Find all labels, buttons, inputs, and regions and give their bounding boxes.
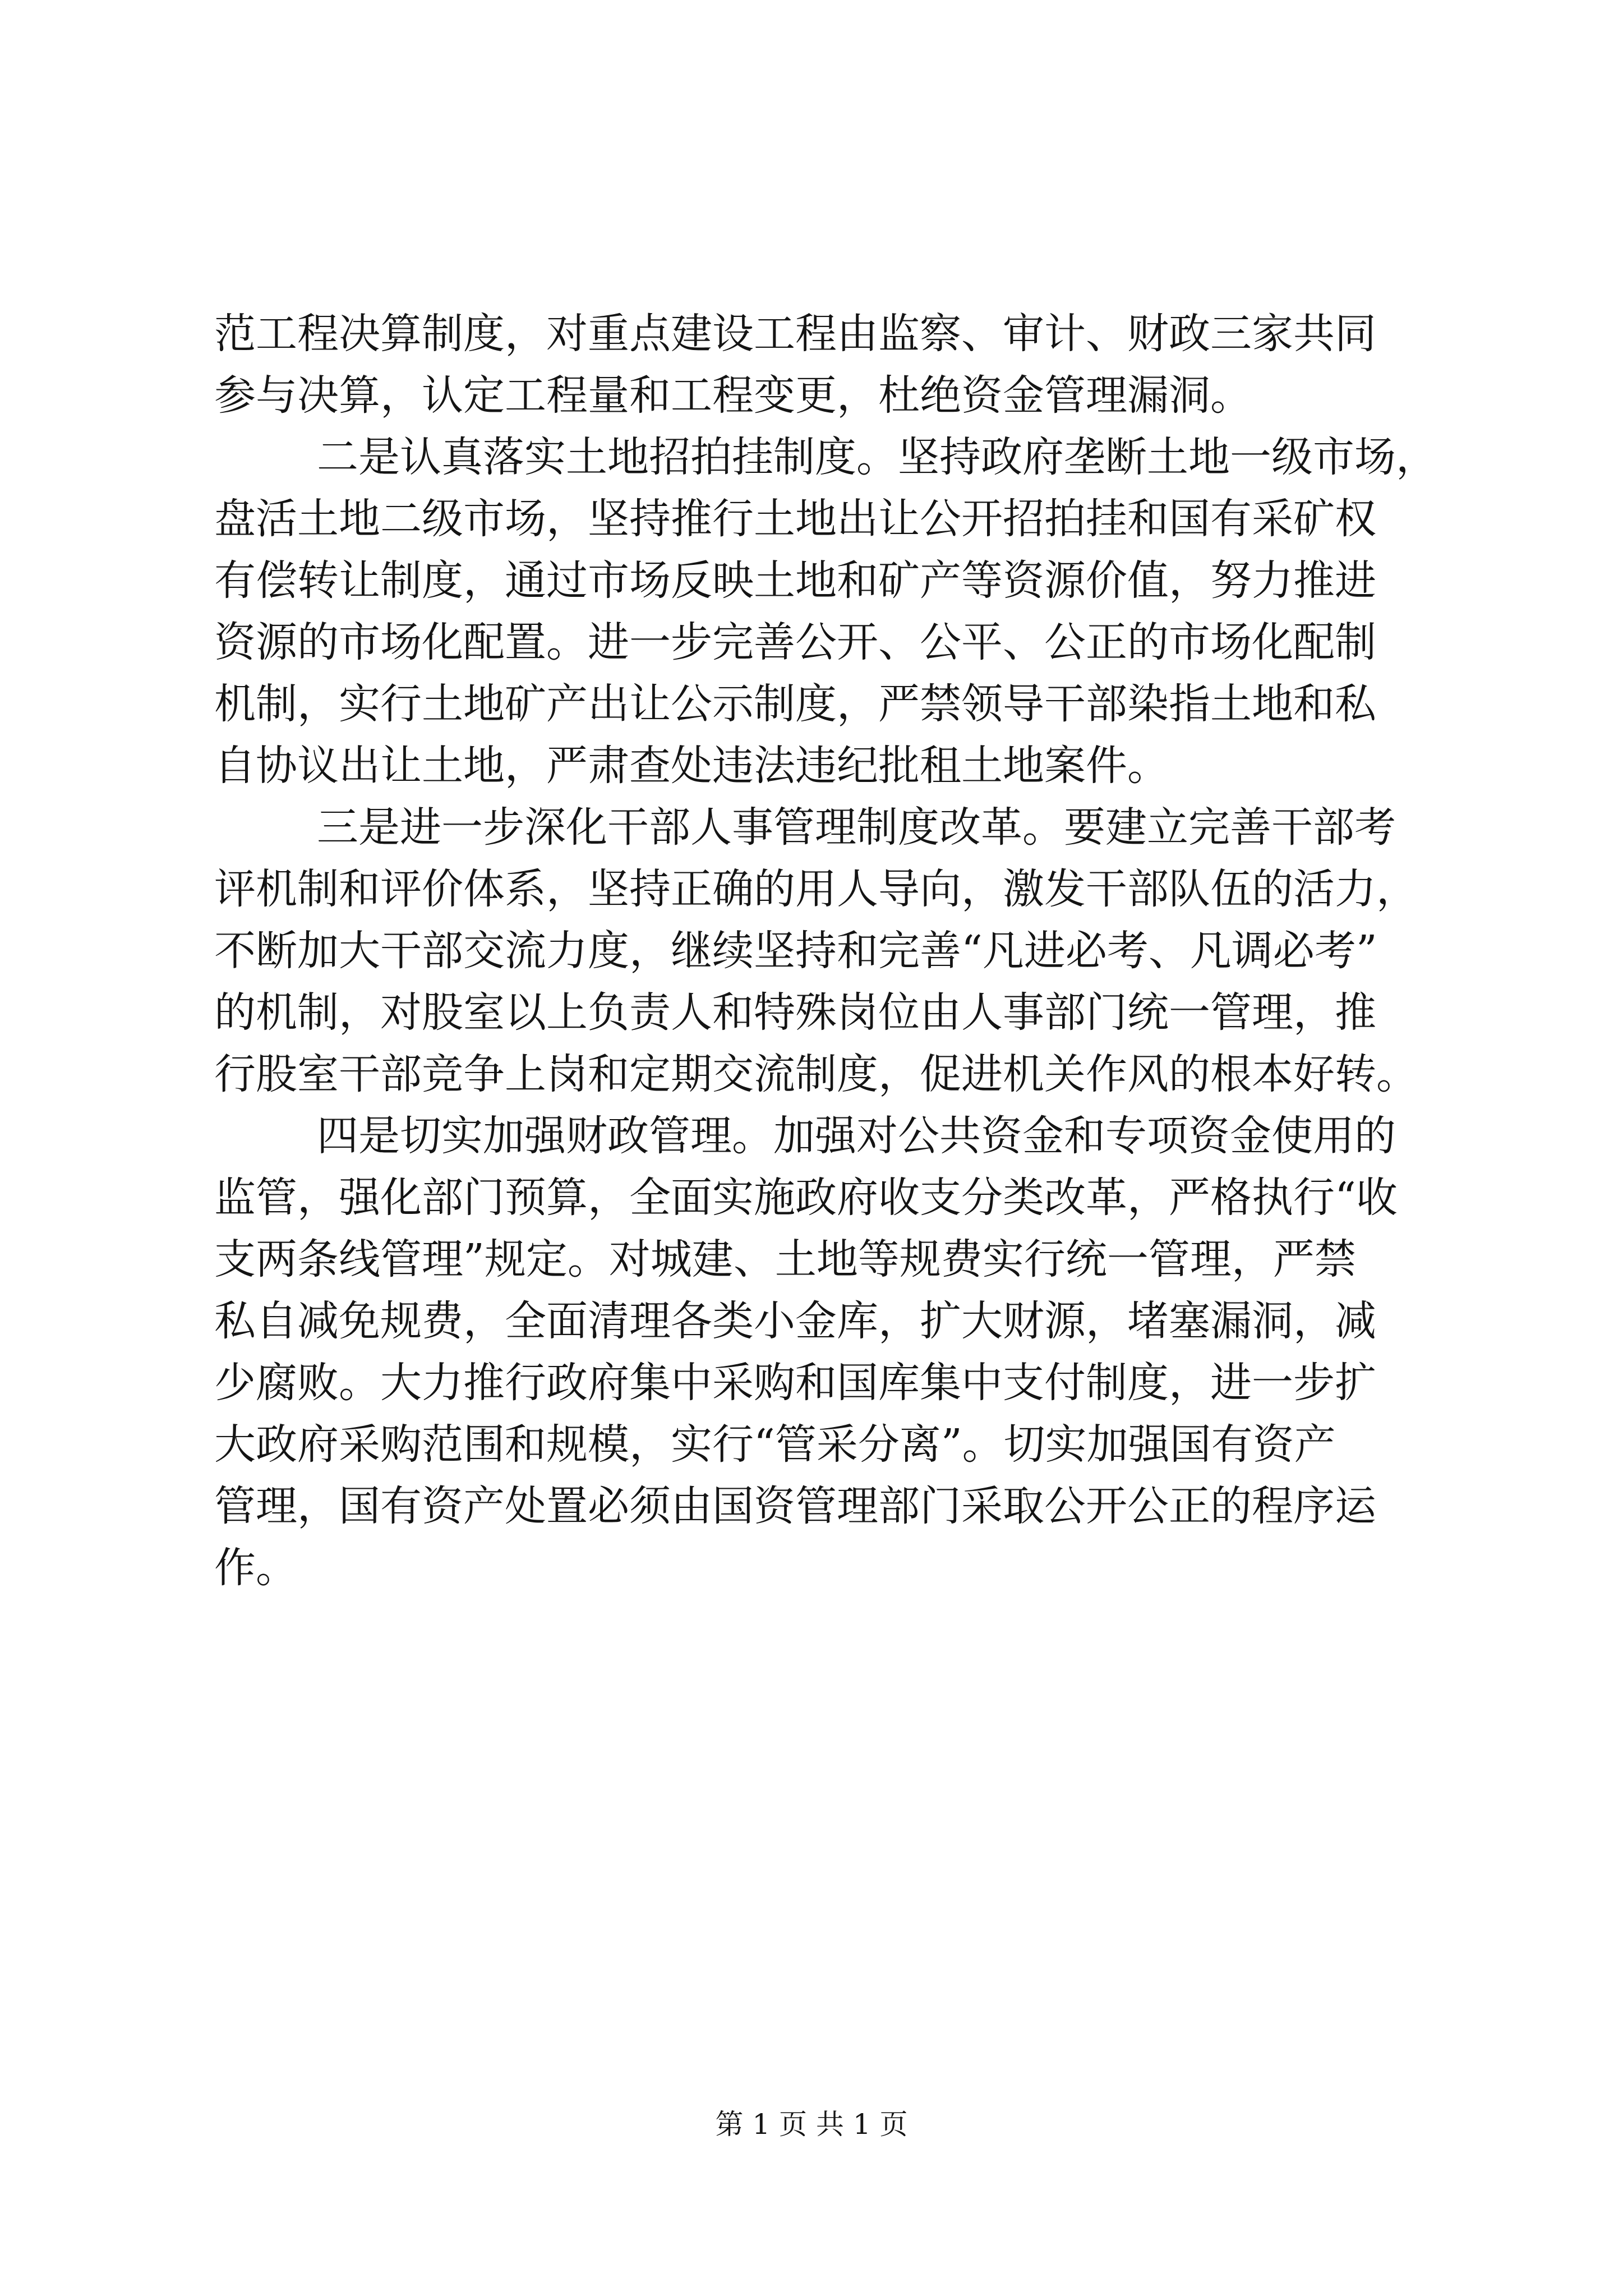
paragraph-start-line: 二是认真落实土地招拍挂制度。坚持政府垄断土地一级市场， xyxy=(317,433,1437,481)
text-line: 私自减免规费，全面清理各类小金库，扩大财源，堵塞漏洞，减 xyxy=(214,1297,1376,1345)
text-line: 管理，国有资产处置必须由国资管理部门采取公开公正的程序运 xyxy=(214,1482,1376,1530)
page-footer: 第 1 页 共 1 页 xyxy=(715,2108,908,2141)
text-line: 的机制，对股室以上负责人和特殊岗位由人事部门统一管理，推 xyxy=(214,988,1376,1037)
paragraph-start-line: 三是进一步深化干部人事管理制度改革。要建立完善干部考 xyxy=(317,803,1396,852)
text-line: 机制，实行土地矿产出让公示制度，严禁领导干部染指土地和私 xyxy=(214,680,1376,728)
text-line: 有偿转让制度，通过市场反映土地和矿产等资源价值，努力推进 xyxy=(214,556,1376,605)
text-line: 范工程决算制度，对重点建设工程由监察、审计、财政三家共同 xyxy=(214,310,1376,358)
text-line: 监管，强化部门预算，全面实施政府收支分类改革，严格执行“收 xyxy=(214,1174,1398,1222)
text-line: 少腐败。大力推行政府集中采购和国库集中支付制度，进一步扩 xyxy=(214,1359,1376,1407)
text-line: 作。 xyxy=(214,1544,297,1592)
text-line: 评机制和评价体系，坚持正确的用人导向，激发干部队伍的活力， xyxy=(214,865,1418,913)
text-line: 自协议出让土地，严肃查处违法违纪批租土地案件。 xyxy=(214,742,1169,790)
paragraph-start-line: 四是切实加强财政管理。加强对公共资金和专项资金使用的 xyxy=(317,1112,1396,1160)
text-line: 参与决算，认定工程量和工程变更，杜绝资金管理漏洞。 xyxy=(214,371,1252,420)
text-line: 资源的市场化配置。进一步完善公开、公平、公正的市场化配制 xyxy=(214,618,1376,666)
text-line: 盘活土地二级市场，坚持推行土地出让公开招拍挂和国有采矿权 xyxy=(214,495,1376,543)
text-line: 行股室干部竞争上岗和定期交流制度，促进机关作风的根本好转。 xyxy=(214,1050,1418,1098)
text-line: 大政府采购范围和规模，实行“管采分离”。切实加强国有资产 xyxy=(214,1420,1336,1469)
text-line: 不断加大干部交流力度，继续坚持和完善“凡进必考、凡调必考” xyxy=(214,927,1377,975)
text-line: 支两条线管理”规定。对城建、土地等规费实行统一管理，严禁 xyxy=(214,1235,1356,1283)
